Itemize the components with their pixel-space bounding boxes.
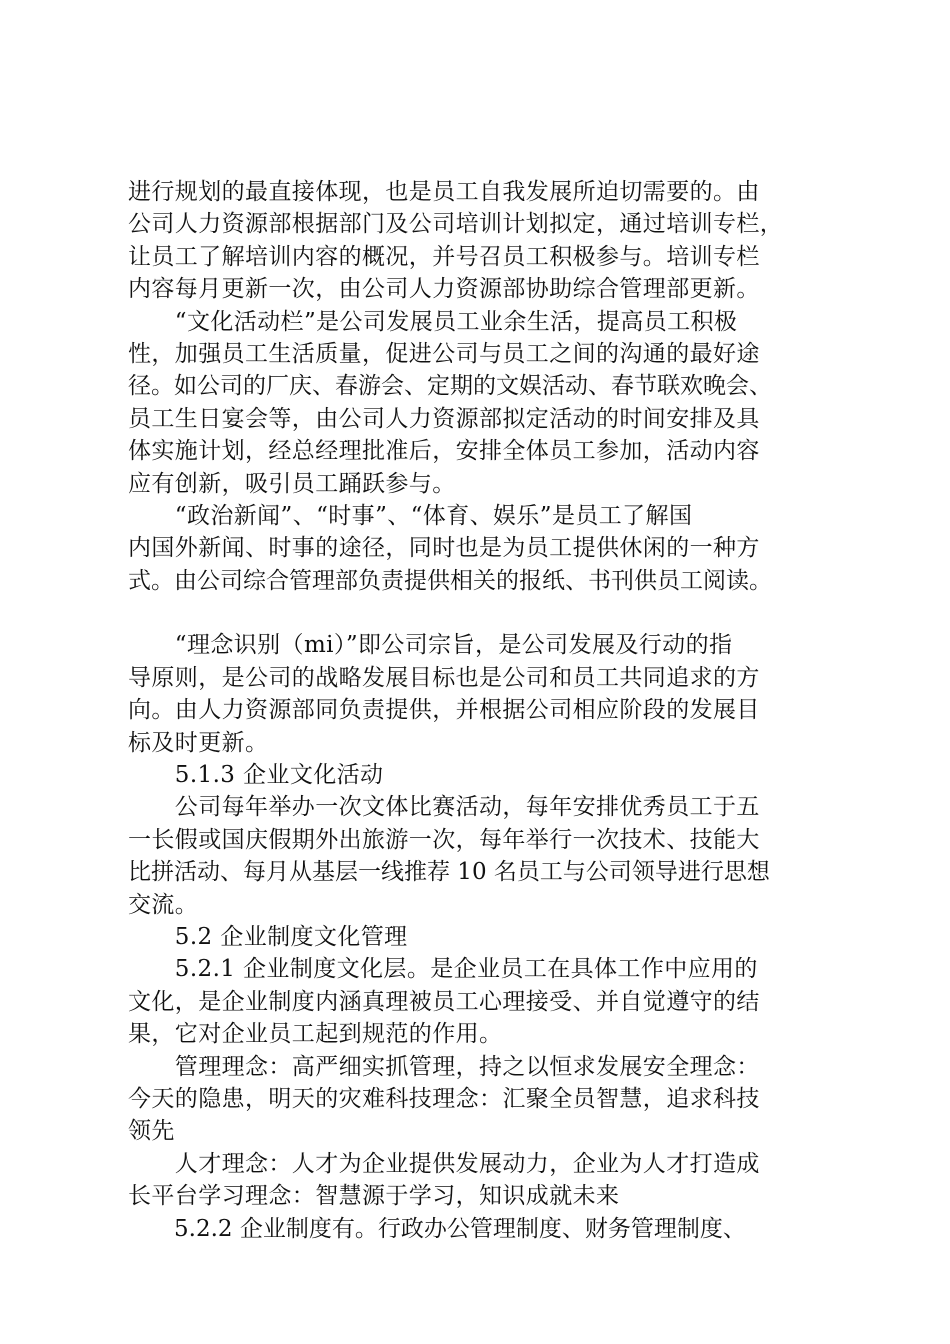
text-line: 管理理念：高严细实抓管理，持之以恒求发展安全理念： — [128, 1053, 760, 1080]
text-line: 公司每年举办一次文体比赛活动，每年安排优秀员工于五 — [128, 794, 760, 821]
text-line: 导原则，是公司的战略发展目标也是公司和员工共同追求的方 — [128, 664, 760, 691]
text-line: 向。由人力资源部同负责提供，并根据公司相应阶段的发展目 — [128, 697, 760, 724]
text-line: 今天的隐患，明天的灾难科技理念：汇聚全员智慧，追求科技 — [128, 1085, 760, 1112]
text-line: 内容每月更新一次，由公司人力资源部协助综合管理部更新。 — [128, 276, 760, 303]
text-line: 内国外新闻、时事的途径，同时也是为员工提供休闲的一种方 — [128, 535, 760, 562]
text-line: 果，它对企业员工起到规范的作用。 — [128, 1021, 503, 1048]
text-line: 体实施计划，经总经理批准后，安排全体员工参加，活动内容 — [128, 438, 760, 465]
text-line: 径。如公司的厂庆、春游会、定期的文娱活动、春节联欢晚会、 — [128, 373, 772, 400]
text-line: 文化，是企业制度内涵真理被员工心理接受、并自觉遵守的结 — [128, 988, 760, 1015]
text-line: 公司人力资源部根据部门及公司培训计划拟定，通过培训专栏， — [128, 211, 784, 238]
section-heading: 5.2 企业制度文化管理 — [128, 923, 408, 950]
text-line: 式。由公司综合管理部负责提供相关的报纸、书刊供员工阅读。 — [128, 567, 772, 594]
text-line: 性，加强员工生活质量，促进公司与员工之间的沟通的最好途 — [128, 340, 760, 367]
text-line: 交流。 — [128, 891, 199, 918]
text-line: 应有创新，吸引员工踊跃参与。 — [128, 470, 456, 497]
text-line: 比拼活动、每月从基层一线推荐 10 名员工与公司领导进行思想 — [128, 859, 770, 886]
text-line: “政治新闻”、“时事”、“体育、娱乐”是员工了解国 — [128, 502, 693, 529]
body-text — [128, 176, 828, 1245]
text-line: 领先 — [128, 1118, 175, 1145]
paragraph-gap — [128, 597, 828, 629]
section-heading: 5.1.3 企业文化活动 — [128, 762, 384, 789]
text-line: 一长假或国庆假期外出旅游一次，每年举行一次技术、技能大 — [128, 826, 760, 853]
text-line: 标及时更新。 — [128, 729, 269, 756]
text-line: 让员工了解培训内容的概况，并号召员工积极参与。培训专栏 — [128, 243, 760, 270]
text-line: “文化活动栏”是公司发展员工业余生活，提高员工积极 — [128, 308, 738, 335]
text-line: 人才理念：人才为企业提供发展动力，企业为人才打造成 — [128, 1150, 760, 1177]
text-line: 5.2.2 企业制度有。行政办公管理制度、财务管理制度、 — [128, 1215, 746, 1242]
text-line: 进行规划的最直接体现，也是员工自我发展所迫切需要的。由 — [128, 179, 760, 205]
text-line: “理念识别（mi）”即公司宗旨，是公司发展及行动的指 — [128, 632, 733, 659]
text-line: 员工生日宴会等，由公司人力资源部拟定活动的时间安排及具 — [128, 405, 760, 432]
text-line: 5.2.1 企业制度文化层。是企业员工在具体工作中应用的 — [128, 956, 758, 983]
text-line: 长平台学习理念：智慧源于学习，知识成就未来 — [128, 1183, 620, 1210]
